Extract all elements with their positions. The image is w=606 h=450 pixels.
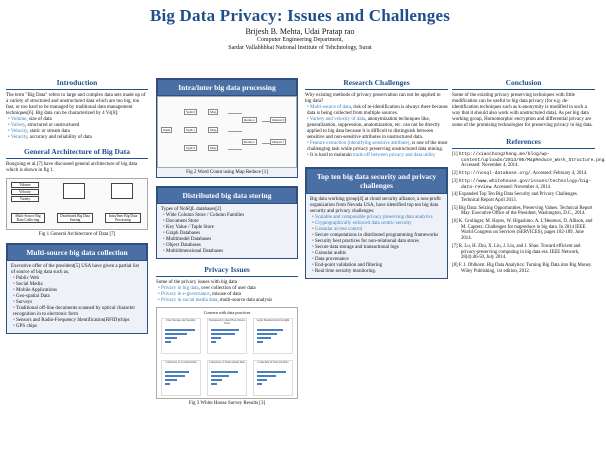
research-list: [305, 105, 448, 159]
survey-title: Concern with data practices: [203, 310, 251, 315]
arch-label: Variety: [11, 196, 39, 202]
list-item: • Privacy in e-governance, misuse of data: [158, 292, 298, 298]
reference-item: [2] http://nosql-database.org/. Accessed: February 4, 2014.: [452, 171, 588, 177]
conclusion-title: Conclusion: [505, 78, 542, 87]
fig1-caption: Fig 1 General Architecture of Data [7]: [38, 232, 116, 237]
intra-title: Intra/inter big data processing: [157, 79, 297, 96]
list-item: • Scalable and composable privacy preserving data analytics: [312, 215, 443, 221]
wc-node: Split 1: [186, 128, 196, 132]
survey-figure: [156, 307, 298, 399]
list-item: • Wide Column Store / Column Families: [163, 213, 293, 219]
list-item: • Surveys: [13, 300, 143, 306]
list-item: • Mobile Applications: [13, 288, 143, 294]
list-item: • Multidimensional Databases: [163, 249, 293, 255]
list-item: • Real time security monitoring.: [312, 269, 443, 275]
intro-title: Introduction: [56, 78, 98, 87]
issues-list: [156, 286, 298, 304]
list-item: • Graph Databases: [163, 231, 293, 237]
arch-label: Volume: [11, 182, 39, 188]
list-item: • Social Media: [13, 282, 143, 288]
list-item: • Velocity, static or stream data: [8, 129, 148, 135]
wc-node: Reduce: [244, 140, 255, 144]
wc-node: Output 0: [272, 118, 285, 122]
reference-item: [8] F. J. Ohlhorst. Big Data Analytics: Turning Big Data into Big Money. Wiley Publishing, 1st edition, 2012.: [452, 262, 593, 274]
list-item: • Object Databases: [163, 243, 293, 249]
list-item: • Veracity, accuracy and reliability of data: [8, 135, 148, 141]
list-item: • Privacy in big data, over collection of user data: [158, 286, 298, 292]
multi-source-text: Executive offer of the president[5] USA have given a partial list of source of big data such as,: [11, 264, 139, 275]
wc-node: Map: [210, 146, 217, 150]
survey-panel: Transparency about How Data is Used: [207, 318, 247, 354]
references-title: References: [506, 137, 541, 146]
institute: Sardar Vallabhbhai National Institute of Tehchnology, Surat: [228, 45, 372, 51]
intro-text: The term "Big Data" refers to large and complex data sets made up of a variety of structured and unstructured data which are too big, too fast, or too hard to be managed by traditional data management techniques[6]. Big data can be characterized by 4 Vs[8]:: [6, 93, 146, 116]
wc-node: Input: [163, 128, 171, 132]
list-item: • Secure computations in distributed programming frameworks: [312, 233, 443, 239]
column-1: [6, 78, 148, 334]
arch-text: Rongxing et al.[7] have discussed general architecture of big data which is shown in fig 1.: [6, 162, 138, 173]
challenges-list: [310, 215, 443, 275]
list-item: • Variety, structured or unstructured: [8, 123, 148, 129]
research-title: Research Challenges: [343, 78, 410, 87]
issues-title: Privacy Issues: [204, 265, 250, 274]
list-item: • Geo-spatial Data: [13, 294, 143, 300]
issues-text: Some of the privacy issues with big data: [156, 280, 237, 285]
column-3: [305, 78, 448, 279]
conclusion-text: Some of the existing privacy preserving techniques with little modification can be useful to big data privacy (for e.g. de-identification techniques such as k-anonymity is modified in such a way that it should also work with unstructured data). As per big data working group, Homomorphic encryption and differential privacy are some of the promising technologies for preserving privacy in big data.: [452, 93, 593, 128]
storing-title: Distributed big data storing: [157, 187, 297, 204]
list-item: • Variety and velocity of data, anonymization techniques like, generalization, suppression, anatomization, etc. can not be directly applied to big data because it is difficult to distinguish between sensitive and non-sensitive attributes in unstructured data.: [307, 117, 448, 141]
reference-item: [6] K. Grolinger, M. Hayes, W. Higashino, A. L'Heureux, D. Allison, and M. Capretz. Challenges for mapreduce in big data. In 2014 IEEE World Congress on Services (SERVICES), pages 182-189, June 2014.: [452, 219, 593, 242]
wordcount-figure: [157, 96, 297, 168]
list-item: • Granular audits: [312, 251, 443, 257]
list-item: • Privacy in social media data, multi-source data analysis: [158, 298, 298, 304]
arch-label: Velocity: [11, 189, 39, 195]
list-item: • Secure data storage and transactional logs: [312, 245, 443, 251]
multi-source-title: Multi-source big data collection: [7, 244, 147, 261]
architecture-figure: [6, 178, 148, 230]
list-item: • Public Web: [13, 276, 143, 282]
list-item: • Cryptographically enforced data centric security: [312, 221, 443, 227]
arch-label: Intra/Inter Big Data Processing: [105, 213, 141, 223]
list-item: • Key Value / Tuple Store: [163, 225, 293, 231]
arch-label: Distributed Big Data Storing: [57, 213, 93, 223]
list-item: • Multi-source of data, risk of re-identification is always there because data is being collected from multiple sources.: [307, 105, 448, 117]
multi-source-panel: [6, 243, 148, 334]
column-4: [452, 78, 606, 276]
department: Computer Engineering Department,: [256, 37, 344, 43]
list-item: • Security best practices for non-relational data stores: [312, 239, 443, 245]
storage-icon: [63, 183, 85, 199]
storing-text: Types of NoSQL databases[2]: [161, 207, 222, 212]
list-item: • Sensors and Radio-Frequency Identification(RFID)chips: [13, 318, 143, 324]
top-ten-panel: [305, 167, 448, 279]
arch-title: General Architecture of Big Data: [24, 147, 130, 156]
reference-item: [3] http://www.whitehouse.gov/issues/technology/big-data-review. Accessed: November 4, 2014.: [452, 178, 592, 190]
fig3-caption: Fig 3 White House Survey Results [3]: [188, 401, 266, 406]
column-2: [156, 78, 298, 409]
top-ten-title: Top ten big data security and privacy challenges: [306, 168, 447, 194]
wc-node: Map: [210, 110, 217, 114]
reference-item: [5] Big Data: Seizing Opportunities, Preserving Values. Technical Report May. Executive Office of the President, Washington, D.C., 2014.: [452, 205, 593, 217]
research-text: Why existing methods of privacy preservation can not be applied to big data?: [305, 93, 441, 104]
survey-panel: Legal Standards & Oversight: [253, 318, 293, 354]
poster-title: Big Data Privacy: Issues and Challenges: [149, 6, 451, 25]
list-item: • It is hard to maintain trade off between privacy and data utility: [307, 153, 448, 159]
fig2-caption: Fig 2 Word Count using Map Reduce [1]: [157, 168, 297, 177]
intra-panel: [156, 78, 298, 178]
list-item: • Multimodel Databases: [163, 237, 293, 243]
survey-panel: Collection of Video/Audio Data: [207, 360, 247, 396]
list-item: • End-point validation and filtering: [312, 263, 443, 269]
arch-label: Multi-Source Big Data Collecting: [11, 213, 45, 223]
list-item: • Data provenance: [312, 257, 443, 263]
references-list: [452, 152, 606, 274]
list-item: • Document Store: [163, 219, 293, 225]
nosql-list: [161, 213, 293, 255]
wc-node: Map: [210, 128, 217, 132]
reference-item: [1] http://xiaochongzhang.me/blog/wp-content/uploads/2013/05/MapReduce_Work_Structure.png. Accessed: November 4, 2014.: [452, 152, 606, 169]
four-vs-list: [6, 117, 148, 141]
reference-item: [7] R. Lu, H. Zhu, X. Liu, J. Liu, and J. Shao. Toward efficient and privacy-preserving computing in big data era. IEEE Network, 28(4):46-50, July 2014.: [452, 243, 581, 261]
top-ten-text: Big data working group[4] at cloud security alliance, a non-profit organization from Nevada USA, have identified top ten big data security and privacy challenges:: [310, 197, 441, 214]
survey-panel: Collection of Location Data: [161, 360, 201, 396]
list-item: • Traditional off-line documents scanned by optical character recognition in to electronic form: [13, 306, 143, 318]
wc-node: Output 1: [272, 140, 285, 144]
poster-header: [0, 0, 600, 64]
list-item: • Granular access control: [312, 227, 443, 233]
list-item: • Feature extraction (identifying sensitive attribute), is one of the most challenging task while privacy preserving unstructured data mining.: [307, 141, 448, 153]
storing-panel: [156, 186, 298, 259]
list-item: • Volume, size of data: [8, 117, 148, 123]
survey-panel: Collection of Telecom Data: [253, 360, 293, 396]
reference-item: [4] Expanded Top Ten Big Data Security and Privacy Challenges. Technical Report April 2013.: [452, 192, 578, 203]
processing-icon: [111, 183, 133, 199]
authors: Brijesh B. Mehta, Udai Pratap rao: [245, 27, 355, 36]
wc-node: Reduce: [244, 118, 255, 122]
wc-node: Split 0: [186, 110, 196, 114]
survey-panel: Data Storage and Security: [161, 318, 201, 354]
wc-node: Split 2: [186, 146, 196, 150]
list-item: • GPS chips: [13, 324, 143, 330]
source-list: [11, 276, 143, 330]
